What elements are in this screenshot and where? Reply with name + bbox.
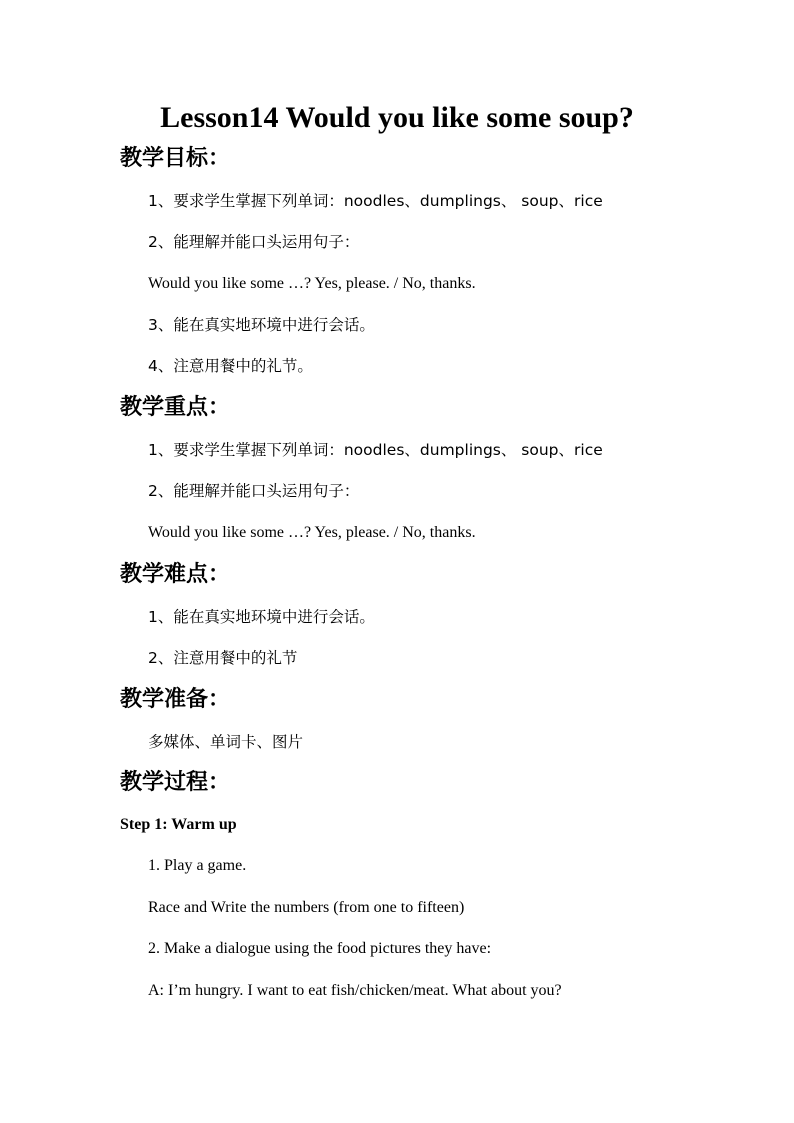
key-points-item-2: 2、能理解并能口头运用句子： — [148, 482, 360, 500]
step-1-item-1: 1. Play a game. — [148, 857, 247, 874]
key-points-item-1: 1、要求学生掌握下列单词：noodles、dumplings、 soup、rice — [148, 441, 603, 459]
difficulties-item-1: 1、能在真实地环境中进行会话。 — [148, 608, 375, 626]
lesson-title: Lesson14 Would you like some soup? — [160, 101, 634, 134]
objectives-item-2: 2、能理解并能口头运用句子： — [148, 233, 360, 251]
preparation-item-1: 多媒体、单词卡、图片 — [148, 733, 304, 751]
step-1-label: Step 1: Warm up — [120, 816, 237, 833]
process-heading: 教学过程： — [120, 770, 231, 795]
objectives-heading: 教学目标： — [120, 146, 231, 171]
objectives-item-4: 3、能在真实地环境中进行会话。 — [148, 316, 375, 334]
key-points-heading: 教学重点： — [120, 395, 231, 420]
difficulties-heading: 教学难点： — [120, 562, 231, 587]
step-1-item-3: 2. Make a dialogue using the food pictures they have: — [148, 940, 492, 957]
step-1-item-2: Race and Write the numbers (from one to fifteen) — [148, 899, 465, 916]
step-1-item-4: A: I’m hungry. I want to eat fish/chicken/meat. What about you? — [148, 982, 562, 999]
objectives-item-3: Would you like some …? Yes, please. / No, thanks. — [148, 275, 476, 292]
objectives-item-5: 4、注意用餐中的礼节。 — [148, 357, 313, 375]
preparation-heading: 教学准备： — [120, 687, 231, 712]
key-points-item-3: Would you like some …? Yes, please. / No, thanks. — [148, 524, 476, 541]
objectives-item-1: 1、要求学生掌握下列单词：noodles、dumplings、 soup、rice — [148, 192, 603, 210]
difficulties-item-2: 2、注意用餐中的礼节 — [148, 649, 298, 667]
